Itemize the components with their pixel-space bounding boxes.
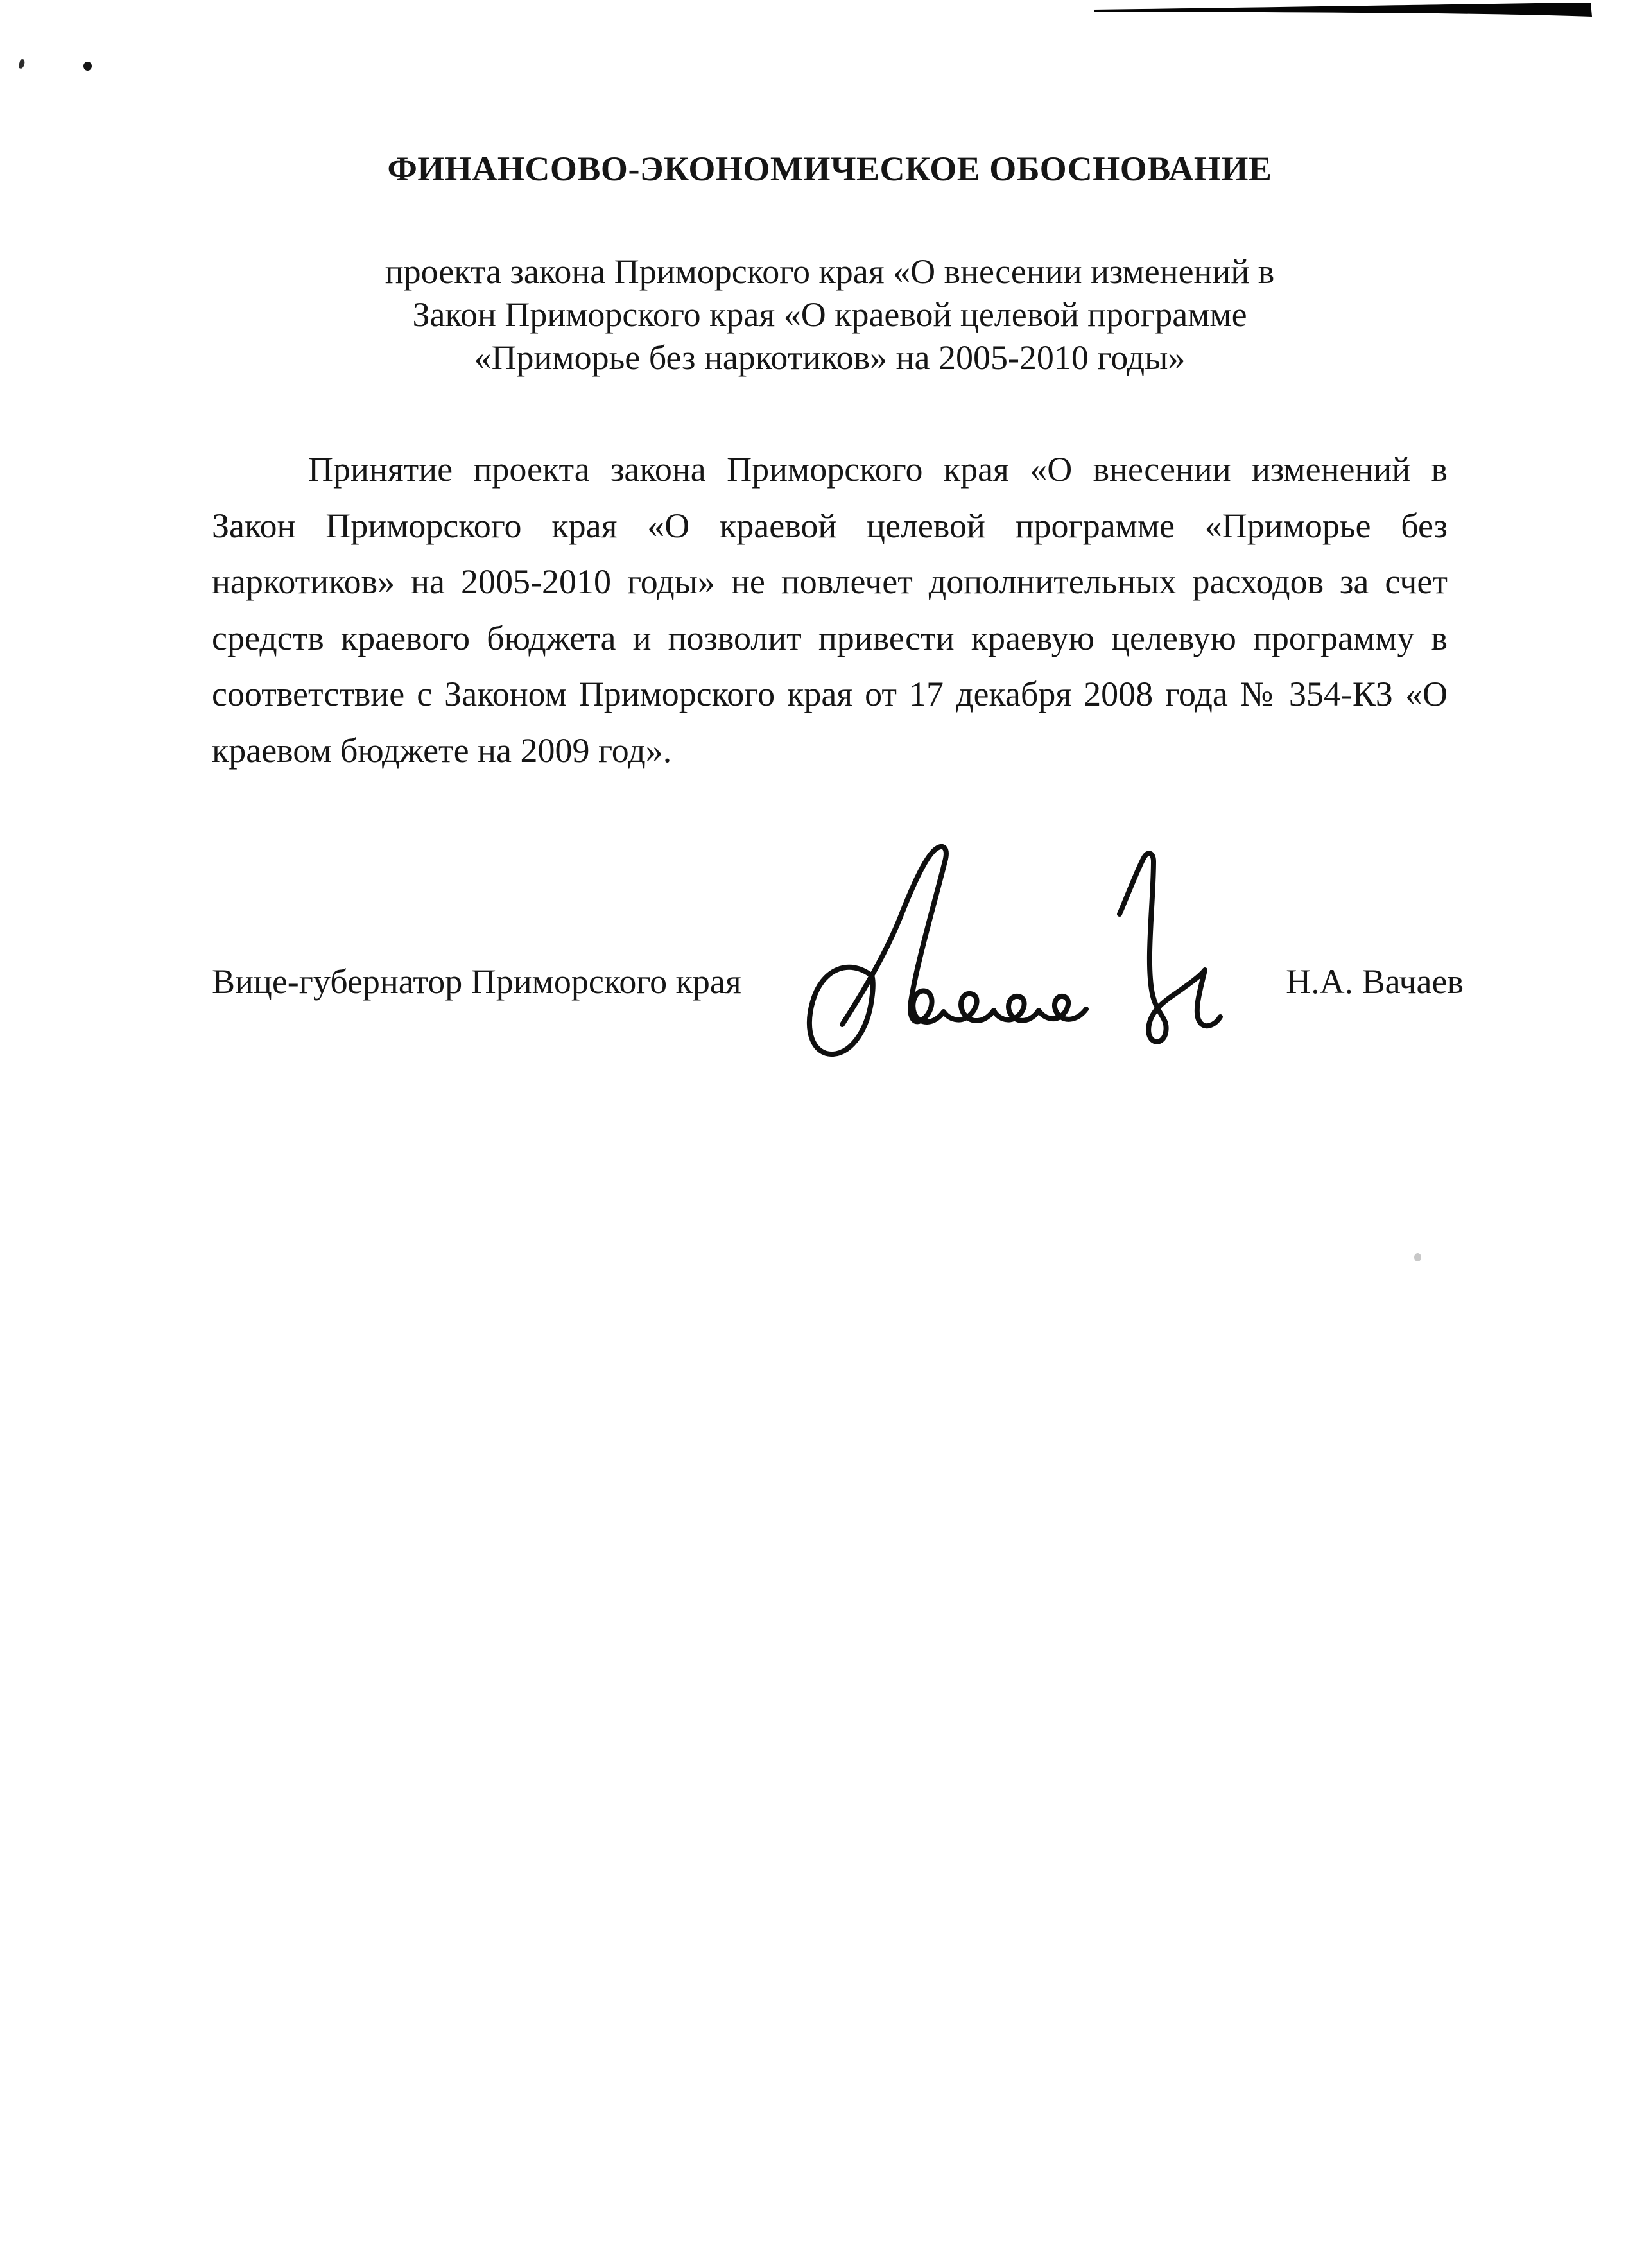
paragraph-line: соответствие с Законом Приморского края от 17 декабря 2008 года № 354-КЗ «О bbox=[212, 675, 1448, 713]
subtitle-line: Закон Приморского края «О краевой целевой программе bbox=[412, 295, 1247, 334]
paragraph-line: Закон Приморского края «О краевой целевой программе «Приморье без bbox=[212, 506, 1448, 545]
scan-artifact-line bbox=[1093, 1, 1593, 21]
paragraph-line: наркотиков» на 2005-2010 годы» не повлечет дополнительных расходов за счет bbox=[212, 562, 1448, 601]
paragraph-line: Принятие проекта закона Приморского края «О внесении изменений в bbox=[308, 450, 1448, 489]
document-title: ФИНАНСОВО-ЭКОНОМИЧЕСКОЕ ОБОСНОВАНИЕ bbox=[387, 150, 1272, 188]
scan-speck bbox=[18, 58, 25, 69]
signature-name: Н.А. Вачаев bbox=[1286, 962, 1464, 1001]
subtitle-line: проекта закона Приморского края «О внесении изменений в bbox=[385, 252, 1275, 291]
document-subtitle bbox=[212, 250, 1448, 379]
body-paragraph bbox=[212, 442, 1448, 779]
scan-speck bbox=[1414, 1253, 1421, 1261]
paragraph-line: краевом бюджете на 2009 год». bbox=[212, 731, 672, 770]
signature-role-label: Вице-губернатор Приморского края bbox=[212, 962, 741, 1001]
subtitle-line: «Приморье без наркотиков» на 2005-2010 годы» bbox=[474, 338, 1186, 377]
signature-image bbox=[804, 823, 1227, 1060]
paragraph-line: средств краевого бюджета и позволит привести краевую целевую программу в bbox=[212, 618, 1448, 657]
scan-speck bbox=[83, 62, 92, 71]
